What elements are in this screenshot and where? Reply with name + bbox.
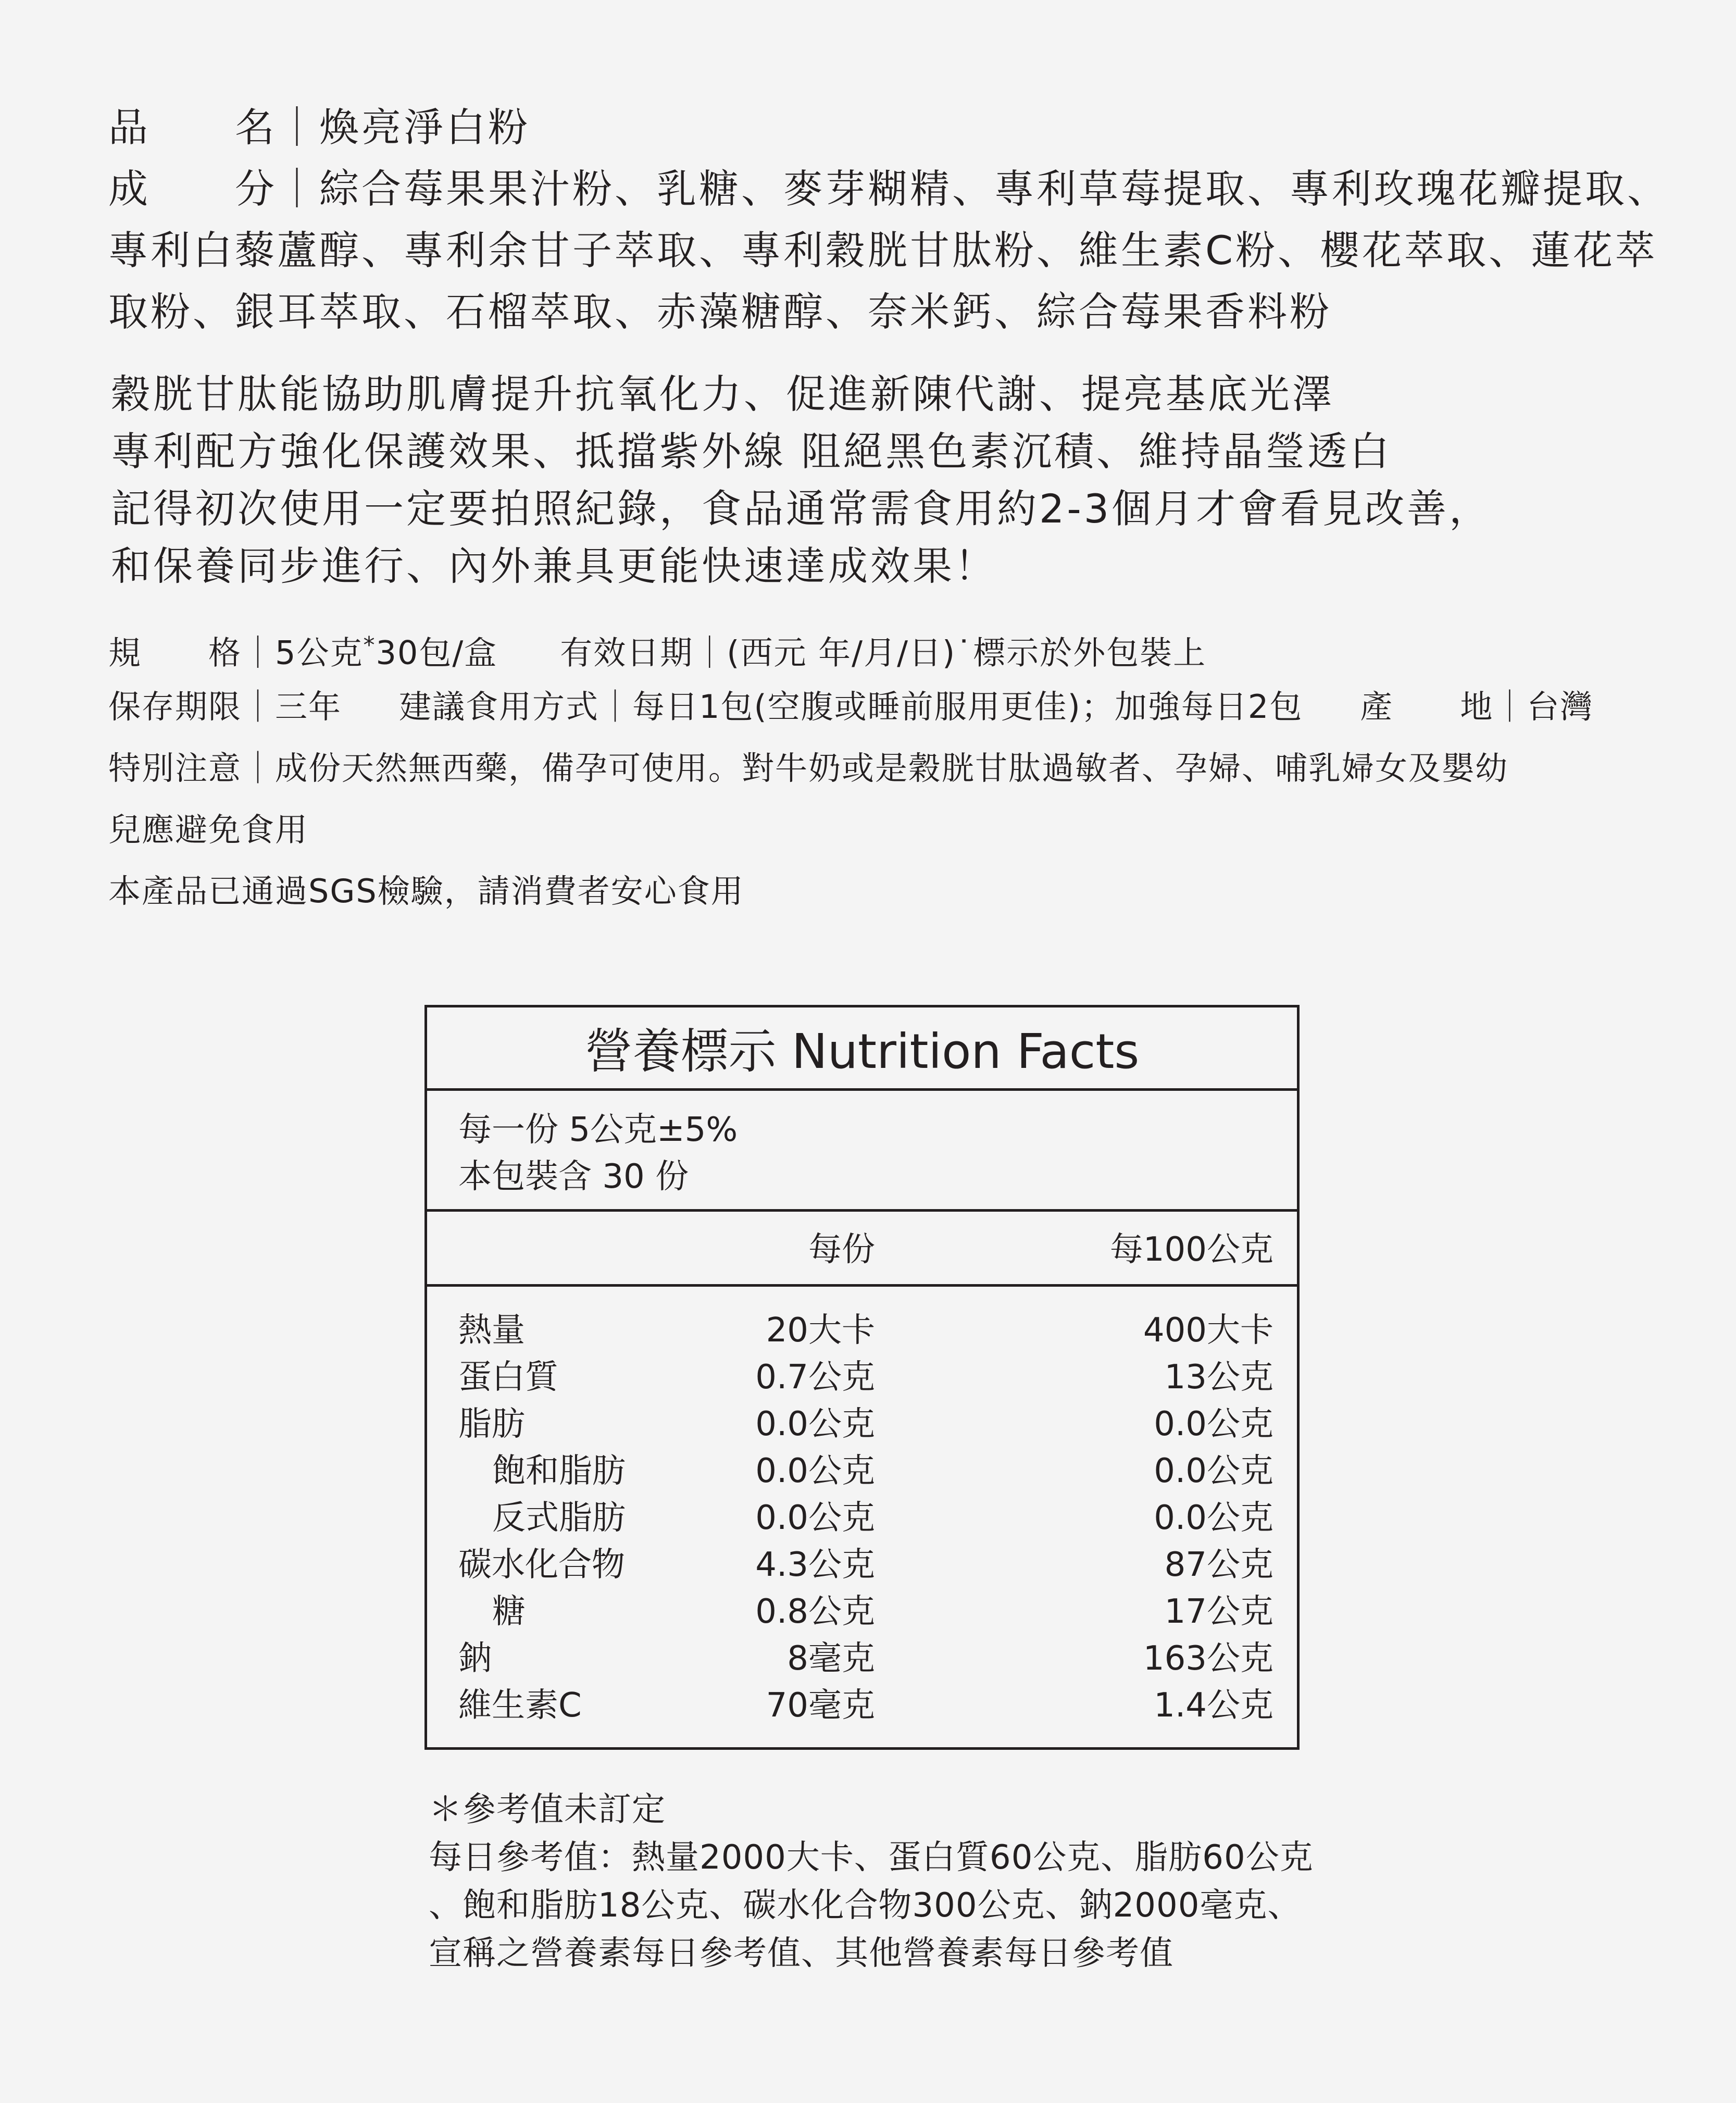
spec-value-b: 30包/盒 bbox=[376, 633, 498, 672]
notice-value-line-2: 兒應避免食用 bbox=[108, 811, 309, 849]
nutrition-row bbox=[427, 1495, 1297, 1541]
per-serving-value: 0.0公克 bbox=[755, 1405, 875, 1444]
per-100g-value: 0.0公克 bbox=[1154, 1405, 1273, 1444]
ingredients-label: 成 分｜ bbox=[108, 166, 319, 212]
column-header-per-100g: 每100公克 bbox=[1109, 1230, 1273, 1269]
per-100g-value: 0.0公克 bbox=[1154, 1452, 1273, 1490]
nutrient-name: 蛋白質 bbox=[458, 1358, 558, 1397]
per-100g-value: 0.0公克 bbox=[1154, 1499, 1273, 1537]
per-100g-value: 163公克 bbox=[1143, 1639, 1273, 1678]
nutrient-name: 脂肪 bbox=[458, 1405, 525, 1444]
per-serving-value: 4.3公克 bbox=[755, 1546, 875, 1584]
nutrient-name: 反式脂肪 bbox=[492, 1499, 626, 1537]
nutrition-row bbox=[427, 1448, 1297, 1495]
usage-label: 建議食用方式｜ bbox=[399, 688, 633, 726]
nutrition-row bbox=[427, 1682, 1297, 1729]
shelf-value: 三年 bbox=[275, 688, 342, 726]
origin-label: 產 地｜ bbox=[1360, 688, 1527, 726]
per-100g-value: 13公克 bbox=[1164, 1358, 1273, 1397]
column-header-per-serving: 每份 bbox=[808, 1230, 875, 1269]
per-100g-value: 400大卡 bbox=[1143, 1311, 1273, 1350]
ingredients-line-1: 綜合莓果果汁粉、乳糖、麥芽糊精、專利草莓提取、專利玫瑰花瓣提取、 bbox=[319, 166, 1669, 212]
nutrition-title: 營養標示 Nutrition Facts bbox=[584, 1024, 1140, 1079]
notice-label: 特別注意｜ bbox=[108, 749, 276, 787]
per-serving-value: 70毫克 bbox=[766, 1686, 875, 1725]
ingredients-row bbox=[108, 160, 1669, 218]
description-line-4: 和保養同步進行、內外兼具更能快速達成效果！ bbox=[111, 543, 997, 589]
per-serving-value: 0.0公克 bbox=[755, 1499, 875, 1537]
per-serving-value: 0.7公克 bbox=[755, 1358, 875, 1397]
usage-value: 每日1包(空腹或睡前服用更佳)；加強每日2包 bbox=[632, 688, 1303, 726]
spec-row bbox=[108, 615, 1206, 684]
nutrient-name: 糖 bbox=[492, 1592, 526, 1631]
shelf-row bbox=[108, 676, 1593, 738]
nutrient-name: 維生素C bbox=[458, 1686, 582, 1725]
product-name-row bbox=[108, 99, 530, 156]
serving-size: 每一份 5公克±5% bbox=[458, 1111, 738, 1149]
divider bbox=[427, 1209, 1297, 1212]
description-line-1: 穀胱甘肽能協助肌膚提升抗氧化力、促進新陳代謝、提亮基底光澤 bbox=[111, 371, 1334, 417]
nutrient-name: 飽和脂肪 bbox=[492, 1452, 626, 1490]
nutrition-row bbox=[427, 1354, 1297, 1401]
footnote-line-3: 、飽和脂肪18公克、碳水化合物300公克、鈉2000毫克、 bbox=[429, 1886, 1302, 1925]
nutrient-name: 碳水化合物 bbox=[458, 1546, 625, 1584]
divider bbox=[427, 1088, 1297, 1091]
nutrition-row bbox=[427, 1541, 1297, 1588]
description-line-3: 記得初次使用一定要拍照紀錄，食品通常需食用約2-3個月才會看見改善， bbox=[111, 486, 1492, 532]
per-100g-value: 17公克 bbox=[1164, 1592, 1273, 1631]
per-serving-value: 0.8公克 bbox=[755, 1592, 875, 1631]
footnote-line-2: 每日參考值：熱量2000大卡、蛋白質60公克、脂肪60公克 bbox=[429, 1838, 1314, 1877]
per-100g-value: 87公克 bbox=[1164, 1546, 1273, 1584]
per-serving-value: 20大卡 bbox=[766, 1311, 875, 1350]
description-line-2: 專利配方強化保護效果、抵擋紫外線 阻絕黑色素沉積、維持晶瑩透白 bbox=[111, 428, 1392, 475]
notice-row bbox=[108, 738, 1508, 799]
sgs-statement: 本產品已通過SGS檢驗，請消費者安心食用 bbox=[108, 872, 744, 910]
per-100g-value: 1.4公克 bbox=[1154, 1686, 1273, 1725]
shelf-label: 保存期限｜ bbox=[108, 688, 276, 726]
footnote-line-4: 宣稱之營養素每日參考值、其他營養素每日參考值 bbox=[429, 1934, 1173, 1973]
footnote-line-1: ＊參考值未訂定 bbox=[429, 1790, 666, 1829]
spec-label: 規 格｜ bbox=[108, 633, 276, 672]
servings-per-pack: 本包裝含 30 份 bbox=[458, 1158, 689, 1196]
nutrition-row bbox=[427, 1307, 1297, 1354]
notice-value: 成份天然無西藥，備孕可使用。對牛奶或是穀胱甘肽過敏者、孕婦、哺乳婦女及嬰幼 bbox=[275, 749, 1509, 787]
nutrition-facts-table bbox=[424, 1005, 1300, 1750]
spec-value-star: * bbox=[363, 632, 376, 658]
ingredients-line-2: 專利白藜蘆醇、專利余甘子萃取、專利穀胱甘肽粉、維生素C粉、櫻花萃取、蓮花萃 bbox=[108, 227, 1658, 273]
ingredients-line-3: 取粉、銀耳萃取、石榴萃取、赤藻糖醇、奈米鈣、綜合莓果香料粉 bbox=[108, 289, 1332, 335]
expiry-value: (西元 年/月/日)˙標示於外包裝上 bbox=[727, 633, 1207, 672]
nutrition-row bbox=[427, 1401, 1297, 1448]
expiry-label: 有效日期｜ bbox=[560, 633, 727, 672]
nutrient-name: 鈉 bbox=[458, 1639, 492, 1678]
divider bbox=[427, 1284, 1297, 1287]
nutrition-row bbox=[427, 1588, 1297, 1635]
spec-value-a: 5公克 bbox=[275, 633, 364, 672]
product-name-label: 品 名｜ bbox=[108, 104, 319, 151]
per-serving-value: 8毫克 bbox=[787, 1639, 875, 1678]
product-name-value: 煥亮淨白粉 bbox=[319, 104, 530, 151]
origin-value: 台灣 bbox=[1527, 688, 1594, 726]
per-serving-value: 0.0公克 bbox=[755, 1452, 875, 1490]
nutrient-name: 熱量 bbox=[458, 1311, 525, 1350]
nutrition-row bbox=[427, 1635, 1297, 1682]
